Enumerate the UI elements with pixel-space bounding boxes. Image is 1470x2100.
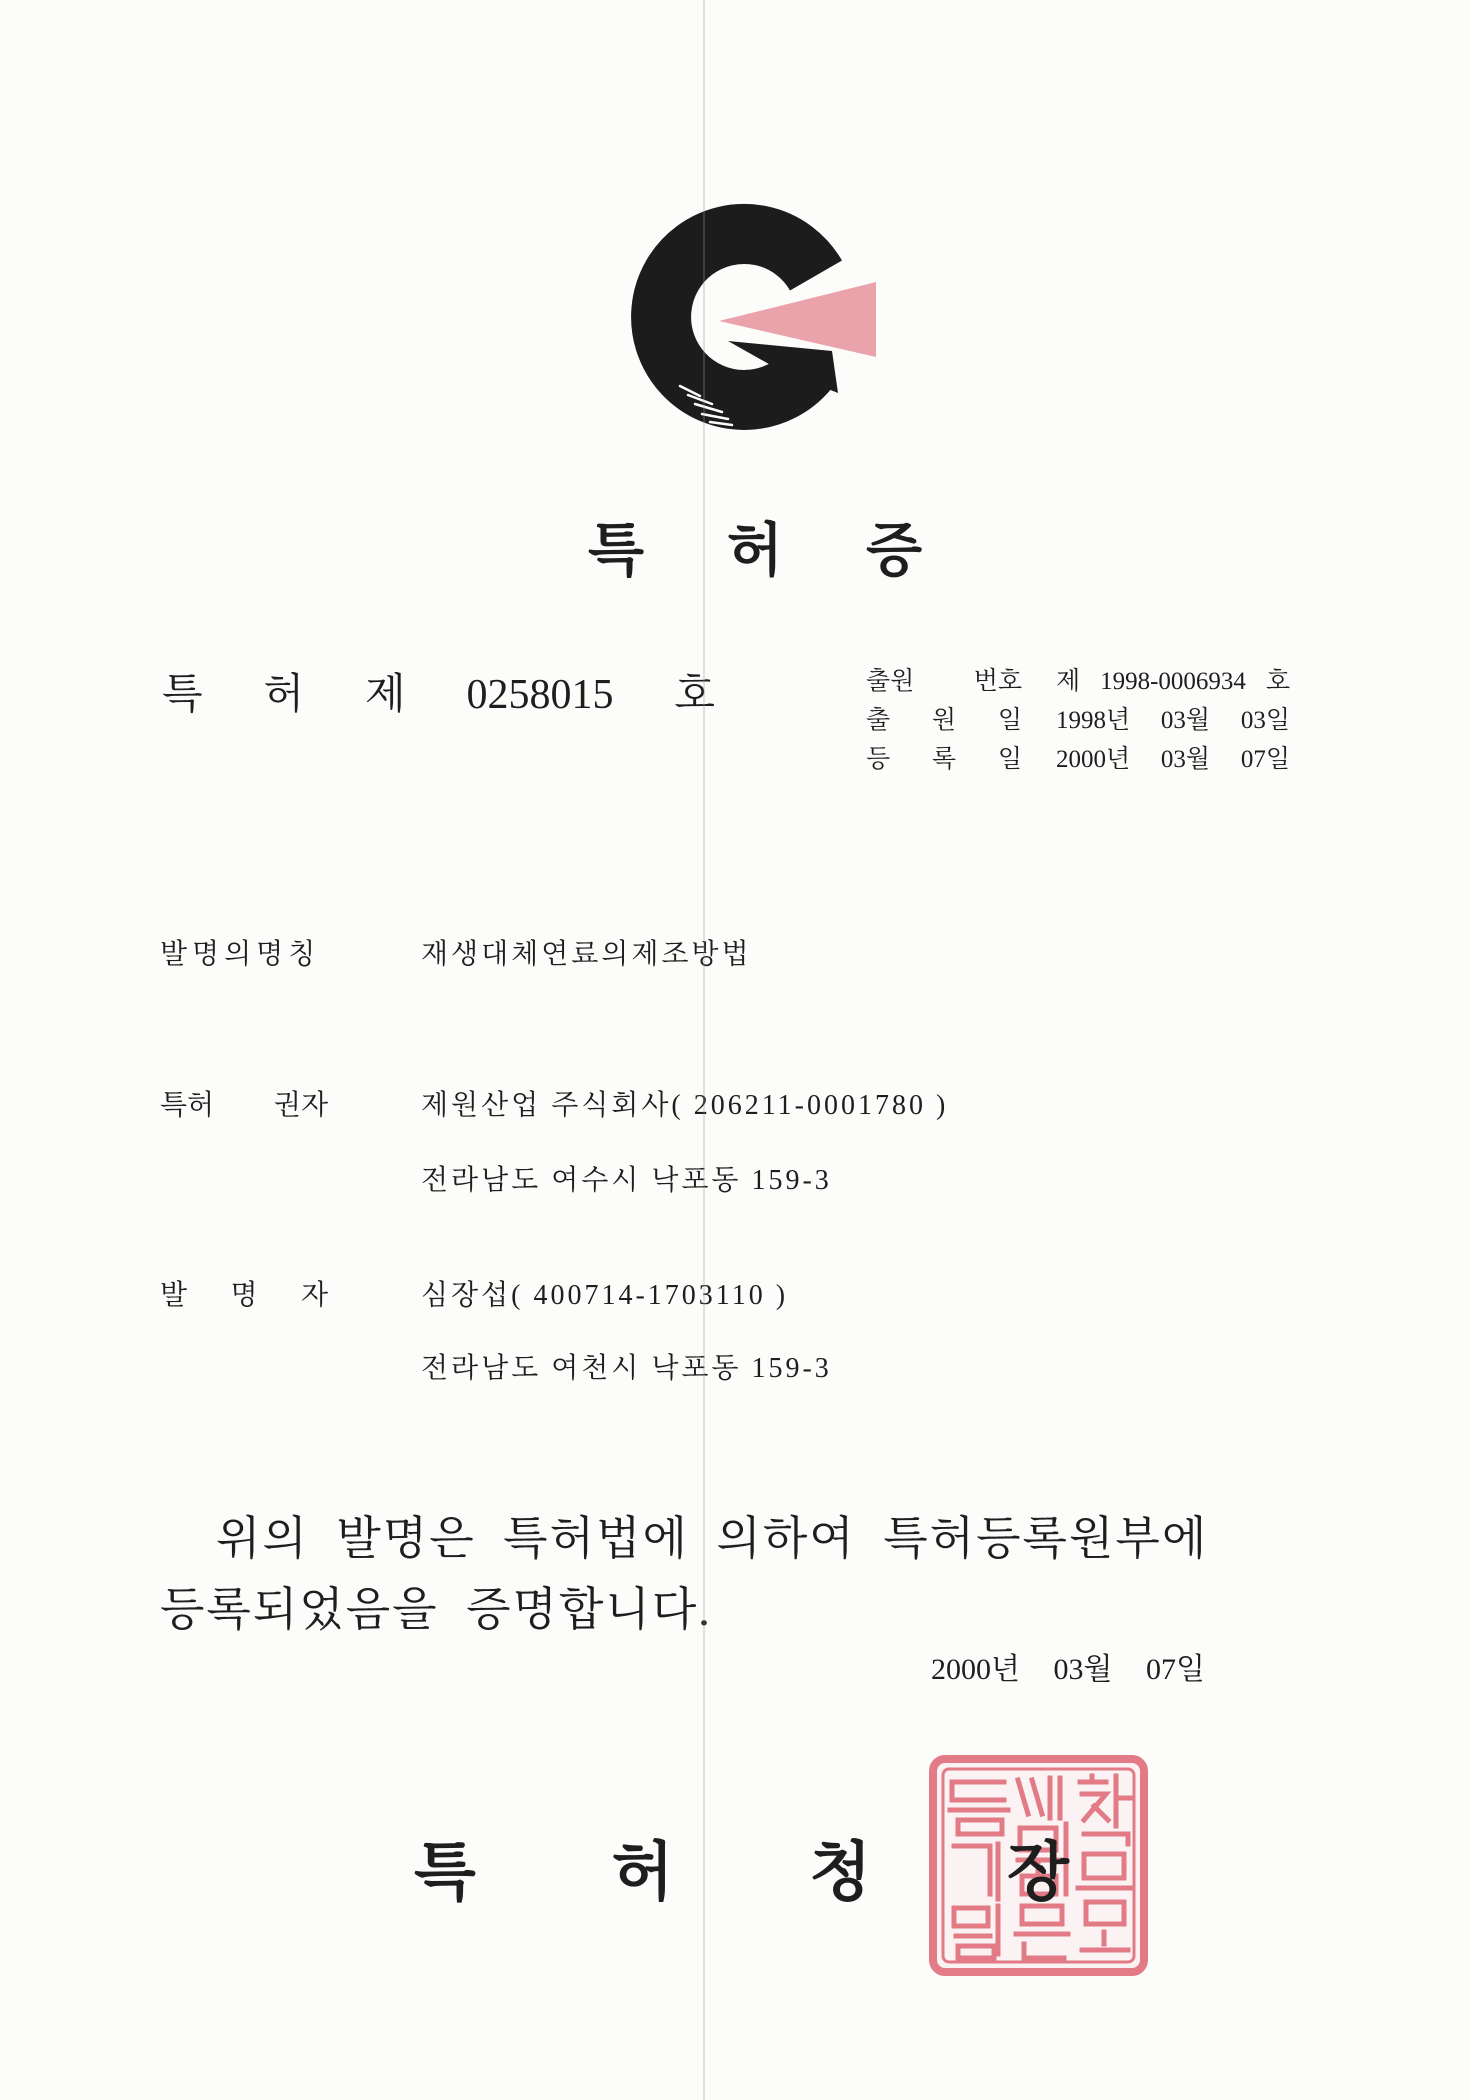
certification-line-1: 위의 발명은 특허법에 의하여 특허등록원부에 (216, 1513, 1209, 1564)
application-number-value: 제 1998-0006934 호 (1056, 668, 1290, 695)
inventor-label: 발 명 자 (160, 1280, 328, 1311)
application-number-label: 출원 번호 (866, 668, 1022, 695)
invention-title-value: 재생대체연료의제조방법 (421, 939, 752, 970)
patentee-label: 특허 권자 (160, 1090, 328, 1121)
patent-office-emblem-icon (600, 190, 900, 450)
issuer-title: 특 허 청 장 (414, 1836, 1069, 1910)
filing-date-row (866, 701, 1290, 740)
certification-line-2: 등록되었음을 증명합니다. (160, 1584, 712, 1635)
application-number-row (866, 662, 1290, 701)
patent-number: 특 허 제 0258015 호 (162, 672, 715, 718)
inventor-address: 전라남도 여천시 낙포동 159-3 (421, 1353, 832, 1384)
filing-date-value: 1998년 03월 03일 (1056, 707, 1290, 734)
filing-date-label: 출 원 일 (866, 707, 1022, 734)
patentee-address: 전라남도 여수시 낙포동 159-3 (421, 1165, 832, 1196)
emblem-graphic (600, 190, 900, 450)
inventor-name: 심장섭( 400714-1703110 ) (421, 1280, 789, 1311)
issue-date: 2000년 03월 07일 (931, 1653, 1205, 1686)
filing-info (866, 662, 1290, 779)
paper-fold-line (703, 0, 705, 2100)
registration-date-label: 등 록 일 (866, 746, 1022, 773)
patentee-name: 제원산업 주식회사( 206211-0001780 ) (421, 1090, 949, 1121)
registration-date-row (866, 740, 1290, 779)
registration-date-value: 2000년 03월 07일 (1056, 746, 1290, 773)
invention-title-label: 발명의명칭 (160, 939, 321, 970)
certificate-title: 특 허 증 (588, 516, 922, 584)
